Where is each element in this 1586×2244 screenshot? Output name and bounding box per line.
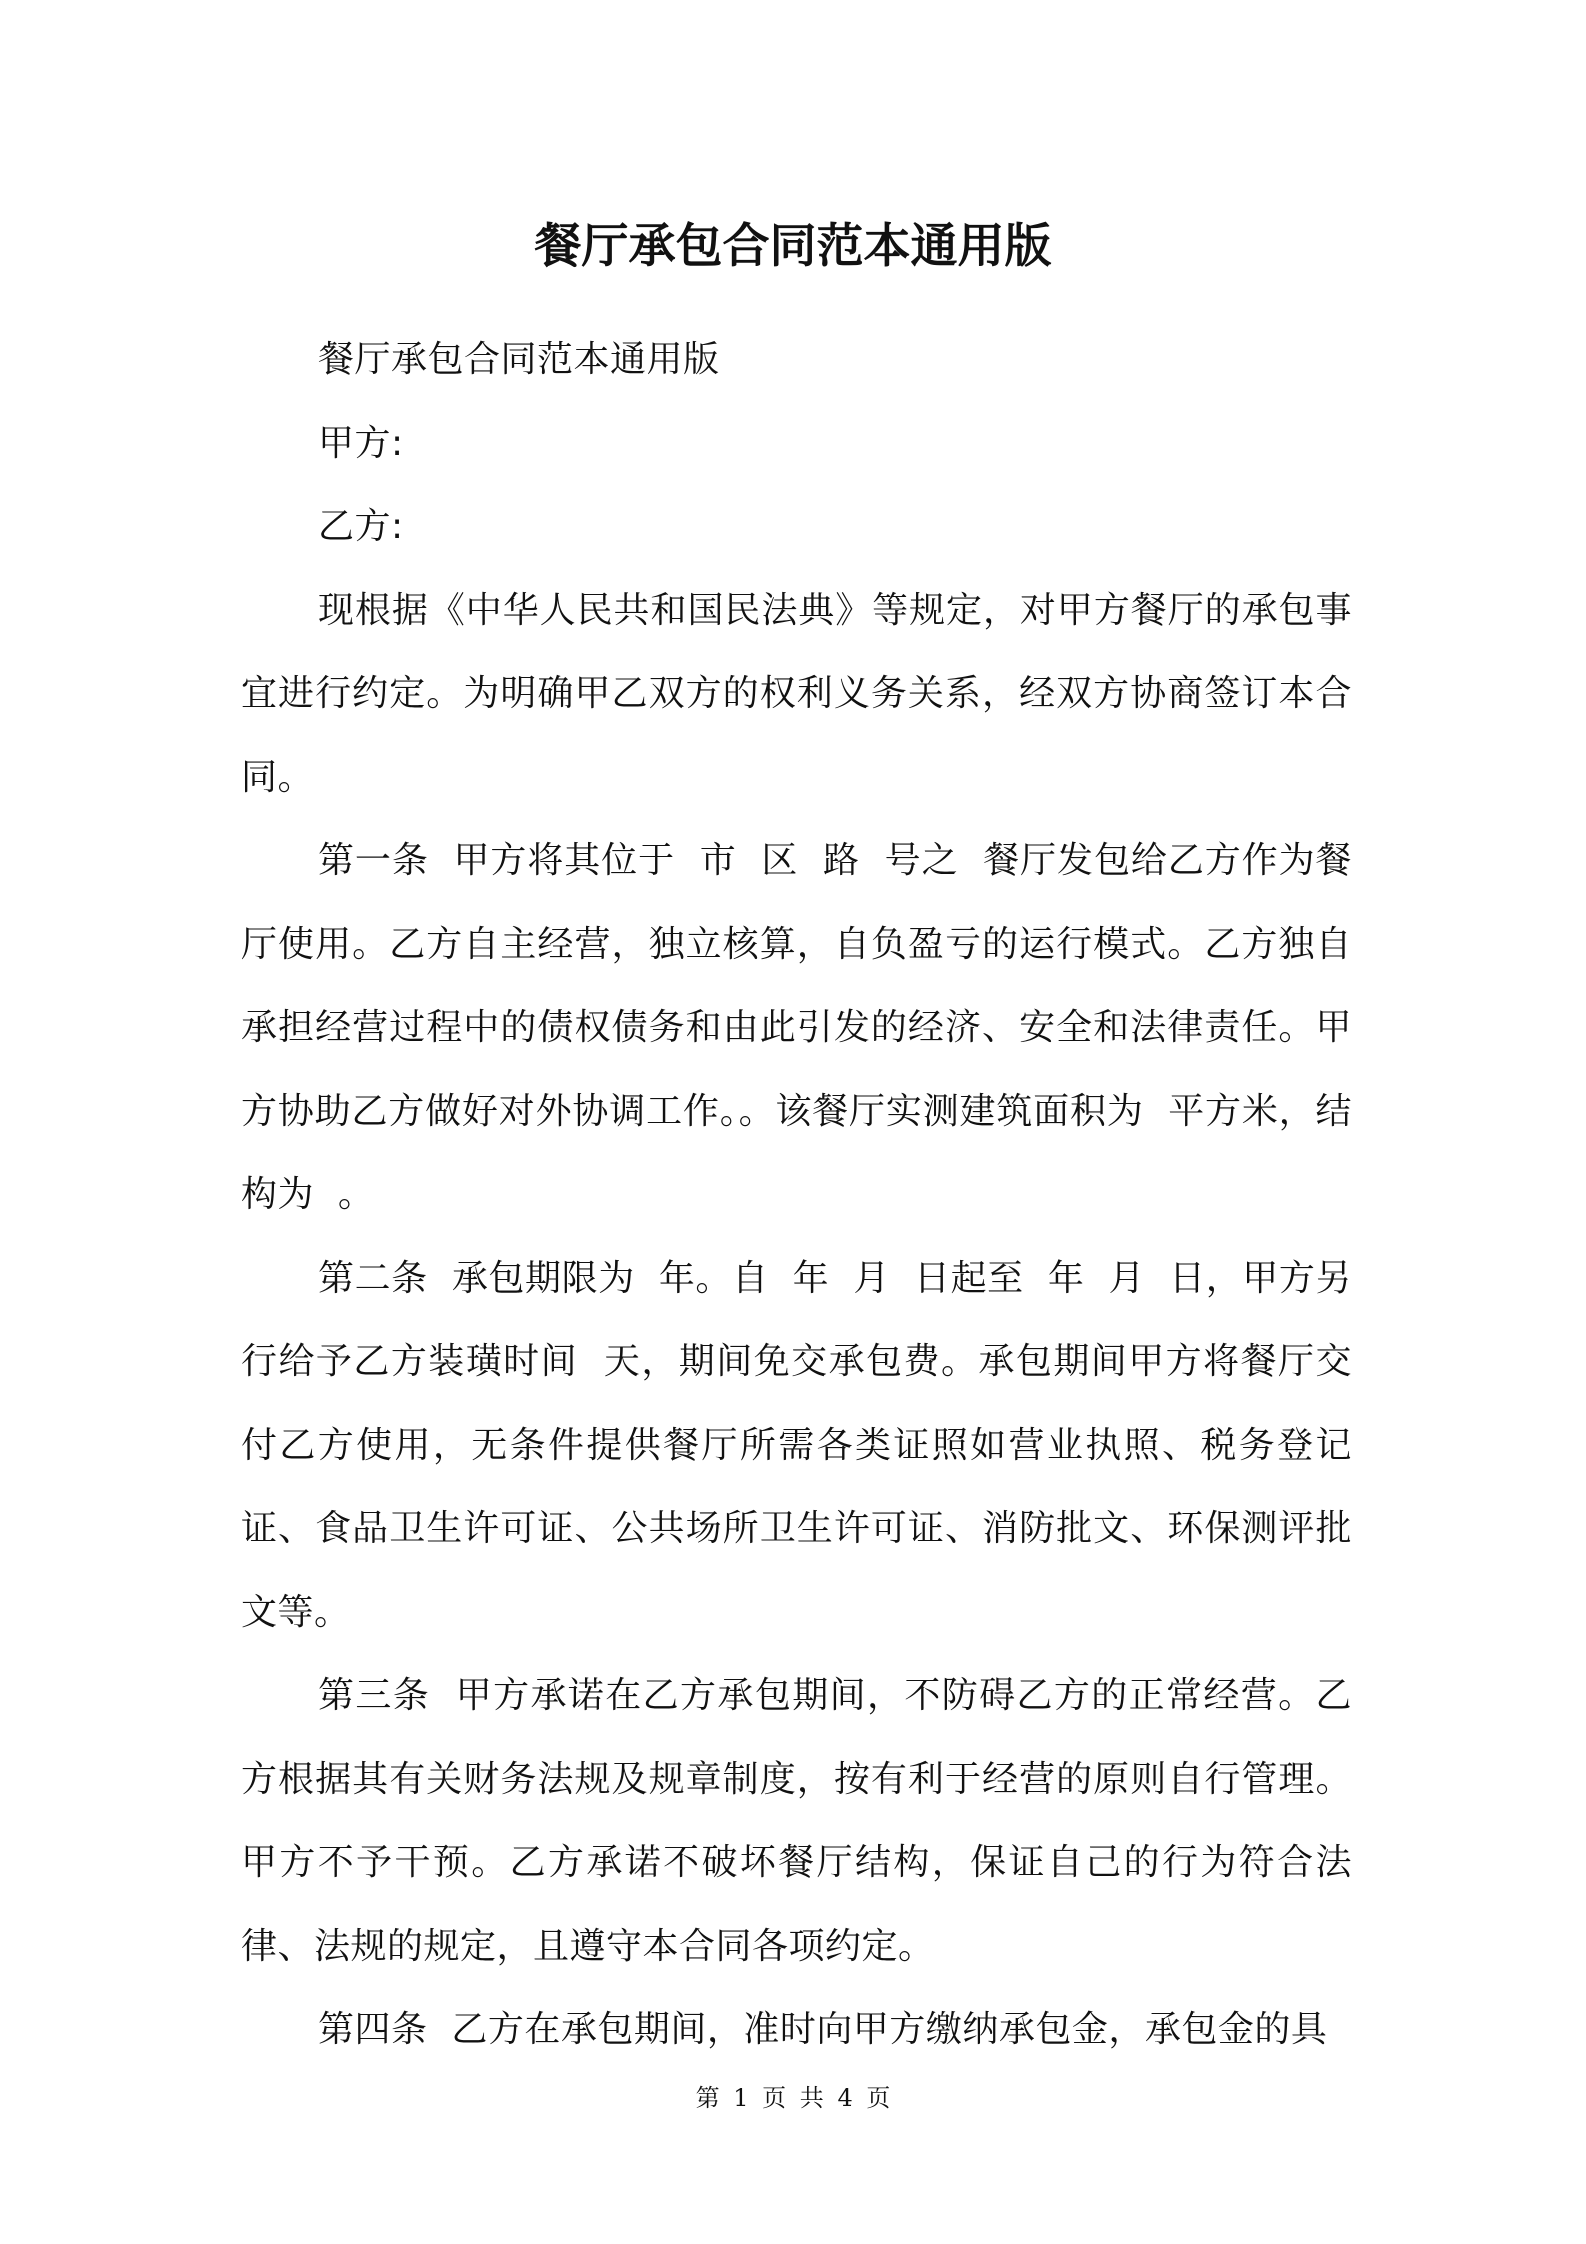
paragraph-preamble: 现根据《中华人民共和国民法典》等规定，对甲方餐厅的承包事宜进行约定。为明确甲乙双方的权利义务关系，经双方协商签订本合同。 (241, 589, 1352, 798)
paragraph-party-a: 甲方: (318, 422, 404, 464)
document-body (241, 318, 1352, 2072)
paragraph-article-2: 第二条 承包期限为 年。自 年 月 日起至 年 月 日，甲方另行给予乙方装璜时间 天，期间免交承包费。承包期间甲方将餐厅交付乙方使用，无条件提供餐厅所需各类证照如营业执照、税务登记证、食品卫生许可证、公共场所卫生许可证、消防批文、环保测评批文等。 (241, 1257, 1352, 1633)
document-title: 餐厅承包合同范本通用版 (534, 219, 1052, 274)
paragraph-article-4: 第四条 乙方在承包期间，准时向甲方缴纳承包金，承包金的具 (318, 2009, 1328, 2050)
paragraph-article-3: 第三条 甲方承诺在乙方承包期间，不防碍乙方的正常经营。乙方根据其有关财务法规及规章制度，按有利于经营的原则自行管理。甲方不予干预。乙方承诺不破坏餐厅结构，保证自己的行为符合法律、法规的规定，且遵守本合同各项约定。 (241, 1675, 1352, 1967)
paragraph-article-1: 第一条 甲方将其位于 市 区 路 号之 餐厅发包给乙方作为餐厅使用。乙方自主经营，独立核算，自负盈亏的运行模式。乙方独自承担经营过程中的债权债务和由此引发的经济、安全和法律责任。甲方协助乙方做好对外协调工作。。该餐厅实测建筑面积为 平方米，结构为 。 (241, 840, 1352, 1215)
page-number-footer: 第 1 页 共 4 页 (695, 2084, 891, 2112)
paragraph-subtitle: 餐厅承包合同范本通用版 (318, 339, 720, 380)
paragraph-party-b: 乙方: (318, 506, 404, 547)
